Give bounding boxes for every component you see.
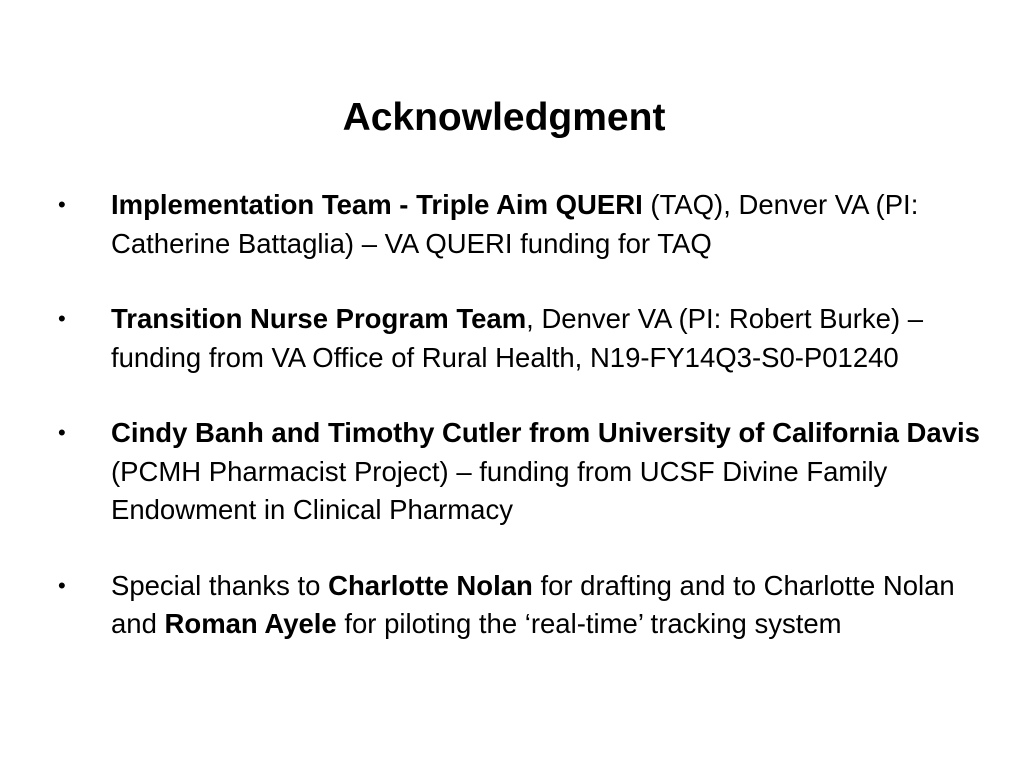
bullet-text: for piloting the ‘real-time’ tracking system [336, 608, 842, 639]
bullet-text-bold: Transition Nurse Program Team [111, 303, 527, 334]
bullet-text: for drafting and to Charlotte Nolan and [111, 569, 955, 639]
bullet-item-uc-davis [0, 414, 1024, 530]
bullet-icon: • [58, 192, 66, 217]
bullet-text: (TAQ), Denver VA (PI: Catherine Battaglia) – VA QUERI funding for TAQ [111, 189, 919, 259]
bullet-text-bold: Cindy Banh and Timothy Cutler from University of California Davis [111, 417, 980, 448]
bullet-text: (PCMH Pharmacist Project) – funding from UCSF Divine Family Endowment in Clinical Pharmacy [111, 455, 888, 525]
bullet-item-implementation-team [0, 186, 1024, 263]
bullet-item-special-thanks [0, 567, 1024, 644]
bullet-text-bold: Implementation Team - Triple Aim QUERI [111, 189, 643, 220]
bullet-text: , Denver VA (PI: Robert Burke) – funding from VA Office of Rural Health, N19-FY14Q3-S0-P01240 [111, 303, 924, 373]
bullet-list [0, 186, 1024, 681]
bullet-item-transition-nurse-team [0, 300, 1024, 377]
bullet-icon: • [58, 572, 66, 598]
bullet-text-bold: Charlotte Nolan [328, 569, 533, 601]
bullet-text: Special thanks to [111, 569, 329, 601]
bullet-icon: • [58, 420, 66, 445]
bullet-text-bold: Roman Ayele [164, 608, 337, 639]
bullet-icon: • [58, 306, 66, 331]
slide-title: Acknowledgment [342, 96, 666, 139]
